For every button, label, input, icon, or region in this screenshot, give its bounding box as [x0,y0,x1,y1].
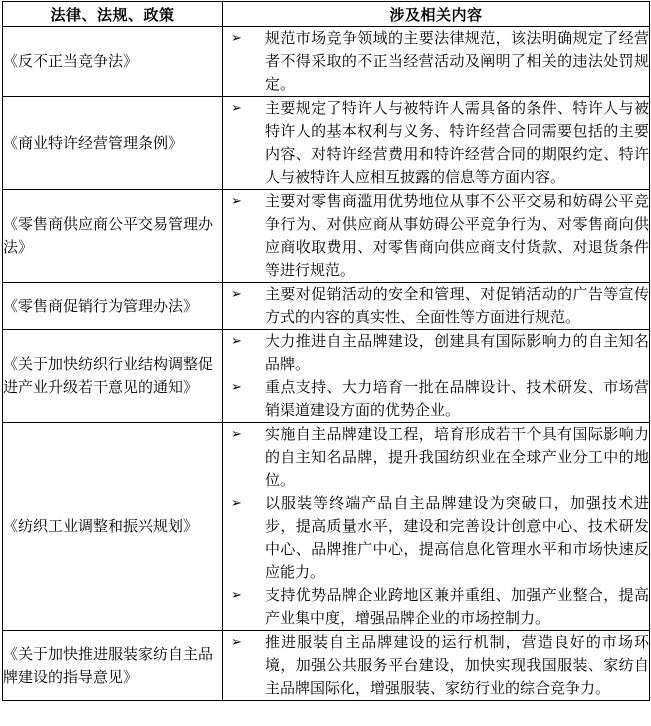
arrowhead-bullet-icon: ➢ [231,101,242,116]
table-row [3,190,650,283]
list-item [223,330,649,376]
law-name-cell: 《零售商供应商公平交易管理办法》 [3,190,223,283]
arrowhead-bullet-icon: ➢ [231,427,242,442]
content-cell [223,330,650,423]
arrowhead-bullet-icon: ➢ [231,635,242,650]
item-text: 推进服装自主品牌建设的运行机制，营造良好的市场环境，加强公共服务平台建设，加快实现我国服装、家纺自主品牌国际化，增强服装、家纺行业的综合竞争力。 [265,633,649,697]
list-item [223,584,649,630]
arrowhead-bullet-icon: ➢ [231,194,242,209]
law-name-cell: 《商业特许经营管理条例》 [3,97,223,190]
content-cell [223,27,650,97]
list-item [223,97,649,189]
content-cell [223,423,650,631]
item-text: 大力推进自主品牌建设，创建具有国际影响力的自主知名品牌。 [265,332,649,373]
table-row [3,27,650,97]
list-item [223,376,649,422]
item-text: 重点支持、大力培育一批在品牌设计、技术研发、市场营销渠道建设方面的优势企业。 [265,378,649,419]
list-item [223,423,649,492]
list-item [223,27,649,96]
law-name-cell: 《纺织工业调整和振兴规划》 [3,423,223,631]
law-name-cell: 《关于加快纺织行业结构调整促进产业升级若干意见的通知》 [3,330,223,423]
list-item [223,492,649,584]
header-law-policy: 法律、法规、政策 [3,2,223,27]
content-cell [223,283,650,330]
list-item [223,190,649,282]
regulation-table [2,1,650,701]
table-header-row [3,2,650,27]
arrowhead-bullet-icon: ➢ [231,380,242,395]
law-name-cell: 《关于加快推进服装家纺自主品牌建设的指导意见》 [3,631,223,701]
list-item [223,283,649,329]
header-related-content: 涉及相关内容 [223,2,650,27]
content-cell [223,631,650,701]
arrowhead-bullet-icon: ➢ [231,496,242,511]
content-cell [223,97,650,190]
table-row [3,330,650,423]
item-text: 规范市场竞争领域的主要法律规范，该法明确规定了经营者不得采取的不正当经营活动及阐明了相关的违法处罚规定。 [265,29,649,93]
item-text: 支持优势品牌企业跨地区兼并重组、加强产业整合，提高产业集中度，增强品牌企业的市场控制力。 [265,586,649,627]
content-cell [223,190,650,283]
item-text: 以服装等终端产品自主品牌建设为突破口，加强技术进步，提高质量水平，建设和完善设计创意中心、技术研发中心、品牌推广中心，提高信息化管理水平和市场快速反应能力。 [265,494,649,581]
item-text: 实施自主品牌建设工程，培育形成若干个具有国际影响力的自主知名品牌，提升我国纺织业在全球产业分工中的地位。 [265,425,649,489]
item-text: 主要对零售商滥用优势地位从事不公平交易和妨碍公平竞争行为、对供应商从事妨碍公平竞争行为、对零售商向供应商收取费用、对零售商向供应商支付货款、对退货条件等进行规范。 [265,192,649,279]
table-row [3,283,650,330]
table-row [3,631,650,701]
law-name-cell: 《反不正当竞争法》 [3,27,223,97]
item-text: 主要规定了特许人与被特许人需具备的条件、特许人与被特许人的基本权利与义务、特许经营合同需要包括的主要内容、对特许经营费用和特许经营合同的期限约定、特许人与被特许人应相互披露的信息等方面内容。 [265,99,649,186]
list-item [223,631,649,700]
arrowhead-bullet-icon: ➢ [231,334,242,349]
table-row [3,97,650,190]
table-row [3,423,650,631]
arrowhead-bullet-icon: ➢ [231,588,242,603]
arrowhead-bullet-icon: ➢ [231,287,242,302]
item-text: 主要对促销活动的安全和管理、对促销活动的广告等宣传方式的内容的真实性、全面性等方面进行规范。 [265,285,649,326]
arrowhead-bullet-icon: ➢ [231,31,242,46]
law-name-cell: 《零售商促销行为管理办法》 [3,283,223,330]
